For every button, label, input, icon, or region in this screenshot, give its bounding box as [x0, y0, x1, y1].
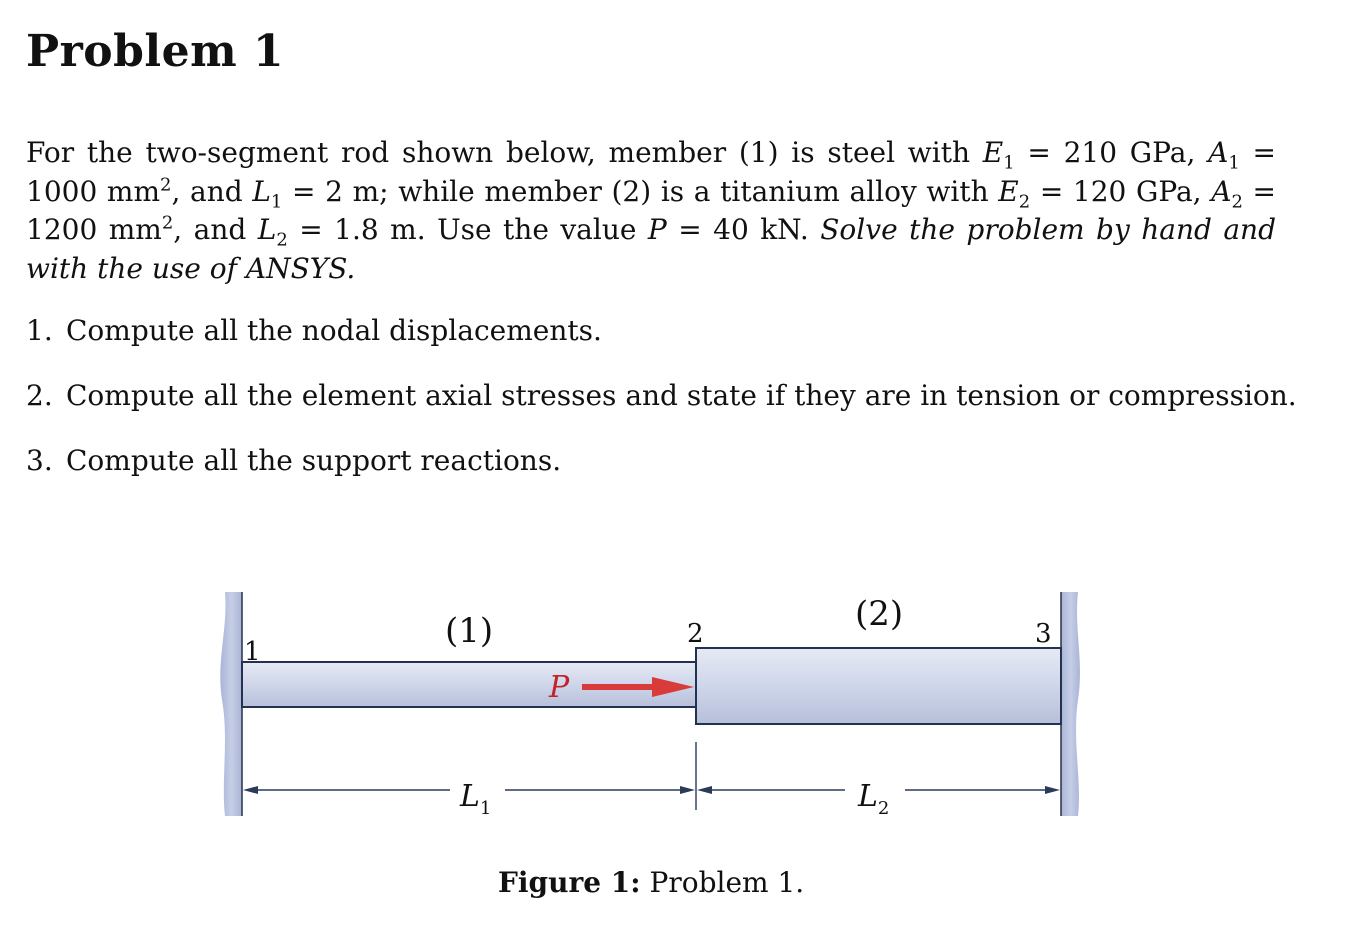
- task-item: 1. Compute all the nodal displacements.: [26, 314, 602, 347]
- member-1-label: (1): [445, 611, 494, 651]
- member-2-bar: [696, 648, 1061, 724]
- node-3-label: 3: [1035, 619, 1052, 649]
- node-1-label: 1: [244, 637, 261, 667]
- page-title: Problem 1: [26, 26, 285, 77]
- length-1-label: $L_1$: [460, 779, 492, 819]
- instruction-text: Solve the problem by hand and with the use of ANSYS.: [26, 213, 1277, 285]
- right-wall: [1061, 592, 1080, 816]
- task-item: 2. Compute all the element axial stresses and state if they are in tension or compression.: [26, 379, 1297, 412]
- figure-caption: Figure 1: Problem 1.: [498, 866, 805, 899]
- left-wall: [220, 592, 242, 816]
- length-2-label: $L_2$: [858, 779, 890, 819]
- load-label: P: [549, 670, 570, 705]
- task-item: 3. Compute all the support reactions.: [26, 444, 562, 477]
- member-2-label: (2): [855, 594, 904, 634]
- node-2-label: 2: [687, 619, 704, 649]
- dimension-lines: [243, 742, 1060, 810]
- problem-statement: For the two-segment rod shown below, member (1) is steel with $E_1 = 210$ GPa, $A_1 = 1000$ $mm^2$, and $L_1 = 2$ m; while member (2) is a titanium alloy with $E_2 = 120$ GPa, $A_2 = 1200$ $mm^2$, and $L_2 = 1.8$ m. Use the value P = 40 kN. Solve the problem by hand and with the use of ANSYS.: [26, 136, 1277, 285]
